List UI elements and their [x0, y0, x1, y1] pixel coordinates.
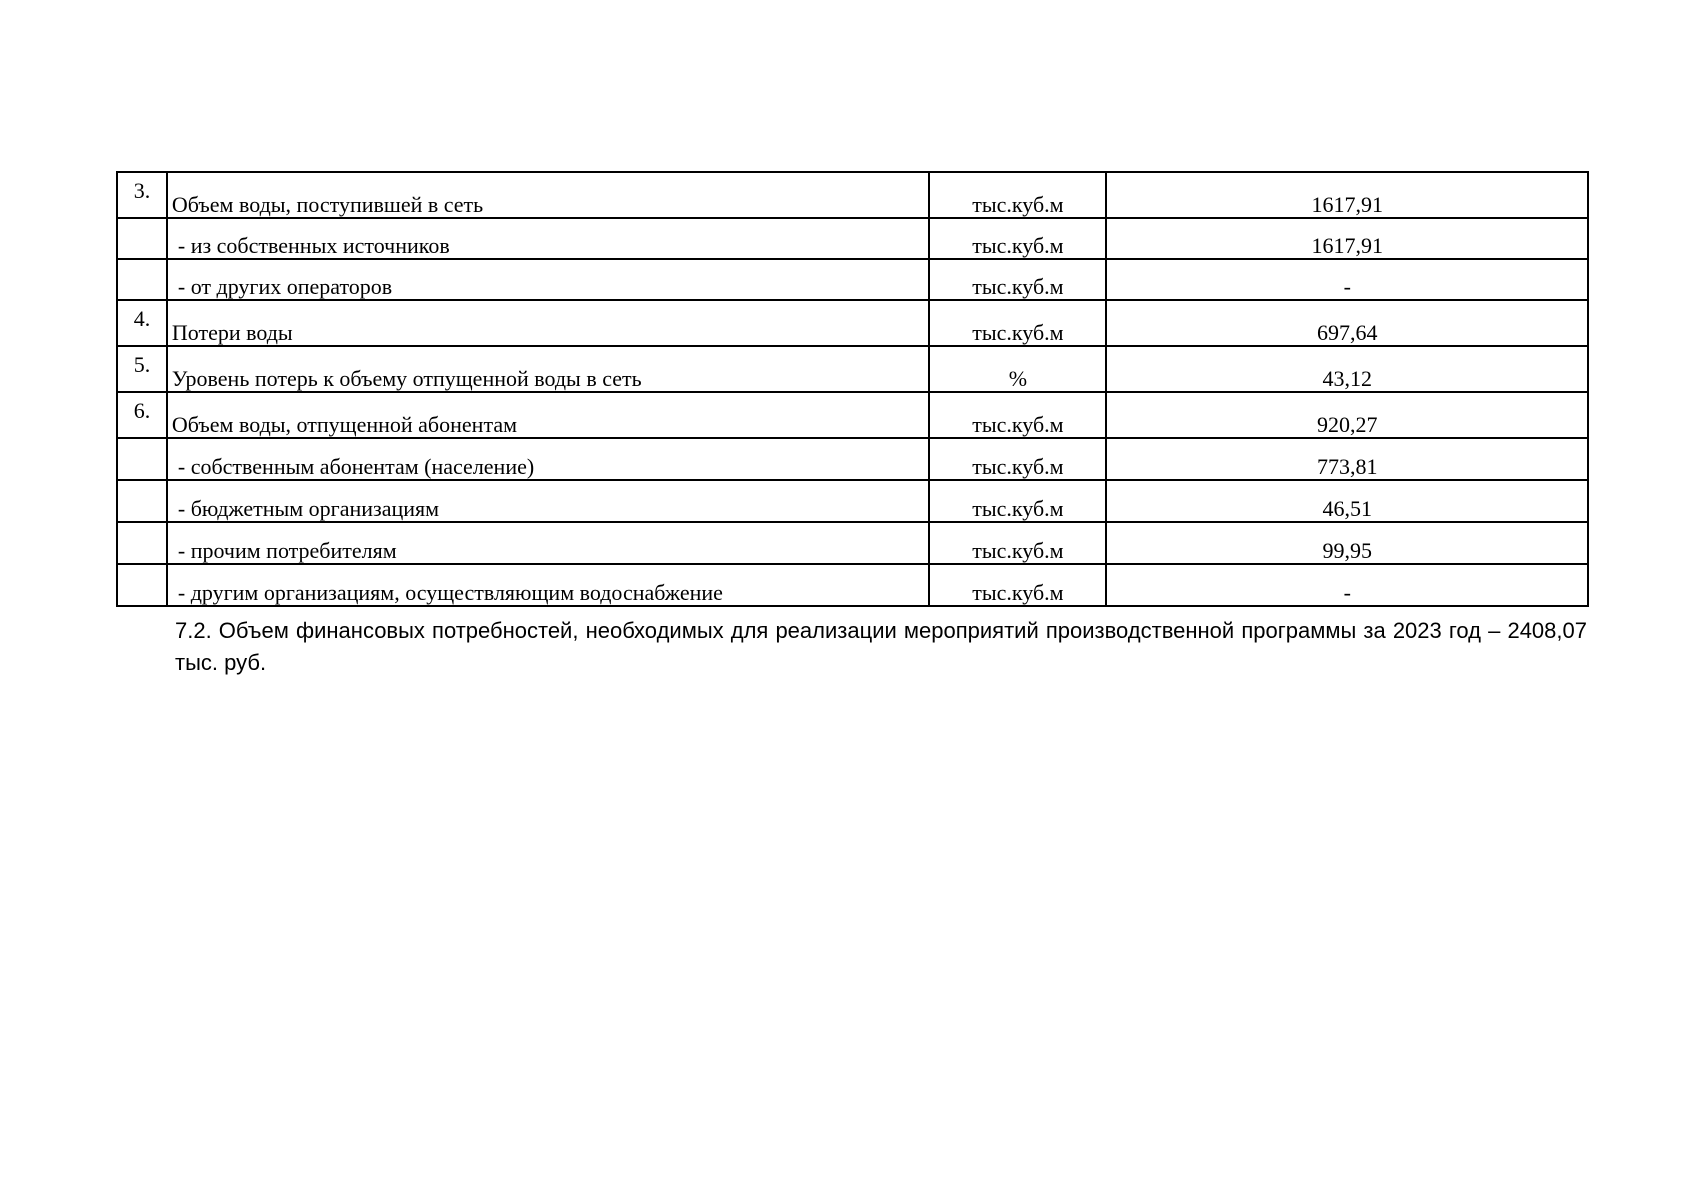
- row-name: Уровень потерь к объему отпущенной воды в сеть: [167, 346, 929, 392]
- row-value: -: [1106, 259, 1588, 300]
- row-unit: тыс.куб.м: [929, 259, 1106, 300]
- row-unit: %: [929, 346, 1106, 392]
- row-name: Объем воды, отпущенной абонентам: [167, 392, 929, 438]
- row-unit: тыс.куб.м: [929, 392, 1106, 438]
- row-name: - прочим потребителям: [167, 522, 929, 564]
- row-number: [117, 259, 167, 300]
- row-number: 6.: [117, 392, 167, 438]
- table-row: [117, 218, 1588, 259]
- table-row: [117, 438, 1588, 480]
- row-number: 5.: [117, 346, 167, 392]
- table-row: [117, 522, 1588, 564]
- row-value: 697,64: [1106, 300, 1588, 346]
- row-number: [117, 438, 167, 480]
- table-row: [117, 392, 1588, 438]
- row-name: - другим организациям, осуществляющим водоснабжение: [167, 564, 929, 606]
- table-row: [117, 300, 1588, 346]
- row-number: [117, 218, 167, 259]
- row-value: 1617,91: [1106, 172, 1588, 218]
- row-number: 4.: [117, 300, 167, 346]
- row-name: Потери воды: [167, 300, 929, 346]
- row-name: - от других операторов: [167, 259, 929, 300]
- row-unit: тыс.куб.м: [929, 218, 1106, 259]
- row-unit: тыс.куб.м: [929, 564, 1106, 606]
- table-row: [117, 346, 1588, 392]
- row-value: 920,27: [1106, 392, 1588, 438]
- table-row: [117, 172, 1588, 218]
- row-name: - бюджетным организациям: [167, 480, 929, 522]
- row-value: -: [1106, 564, 1588, 606]
- table-row: [117, 564, 1588, 606]
- row-unit: тыс.куб.м: [929, 480, 1106, 522]
- row-number: [117, 564, 167, 606]
- table-row: [117, 259, 1588, 300]
- row-number: [117, 480, 167, 522]
- row-value: 43,12: [1106, 346, 1588, 392]
- row-name: Объем воды, поступившей в сеть: [167, 172, 929, 218]
- row-number: [117, 522, 167, 564]
- table-row: [117, 480, 1588, 522]
- row-value: 773,81: [1106, 438, 1588, 480]
- row-unit: тыс.куб.м: [929, 522, 1106, 564]
- row-value: 46,51: [1106, 480, 1588, 522]
- row-name: - из собственных источников: [167, 218, 929, 259]
- row-value: 99,95: [1106, 522, 1588, 564]
- row-value: 1617,91: [1106, 218, 1588, 259]
- row-unit: тыс.куб.м: [929, 172, 1106, 218]
- row-name: - собственным абонентам (население): [167, 438, 929, 480]
- row-number: 3.: [117, 172, 167, 218]
- financial-needs-paragraph: 7.2. Объем финансовых потребностей, необходимых для реализации мероприятий производственной программы за 2023 год – 2408,07 тыс. руб.: [175, 618, 1587, 675]
- water-balance-table: [116, 171, 1589, 607]
- row-unit: тыс.куб.м: [929, 300, 1106, 346]
- row-unit: тыс.куб.м: [929, 438, 1106, 480]
